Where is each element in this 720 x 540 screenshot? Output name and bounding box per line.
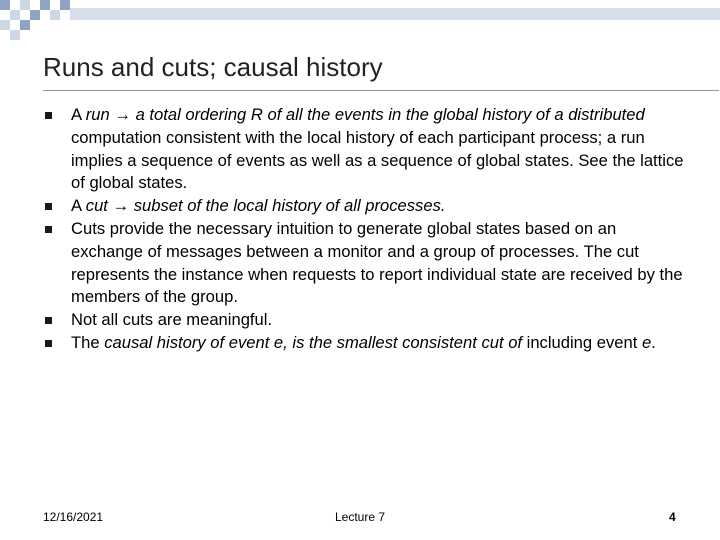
bullet-text-segment: Not all cuts are meaningful. [71, 310, 273, 330]
decor-bar [70, 8, 720, 20]
bullet-text-segment: computation consistent with the local history of each participant process; a run implies a sequence of events as well as a sequence of global states. See the lattice of global states. [71, 127, 684, 193]
footer-lecture: Lecture 7 [335, 510, 386, 524]
slide-title: Runs and cuts; causal history [43, 52, 383, 82]
bullet-item [45, 332, 685, 355]
bullet-text-segment: cut [85, 196, 113, 216]
decor-square [60, 0, 70, 10]
bullet-text-segment: The [71, 332, 105, 352]
title-divider [43, 90, 719, 91]
bullet-text-segment: subset of the local history of all processes. [133, 196, 446, 216]
bullet-text-segment: A [71, 196, 86, 216]
bullet-text-segment: including event [526, 332, 642, 352]
bullet-square-icon [45, 226, 52, 233]
bullet-square-icon [45, 203, 52, 210]
decor-square [20, 20, 30, 30]
bullet-text-segment: A [71, 105, 86, 124]
decor-square [0, 20, 10, 30]
decor-square [20, 0, 30, 10]
decor-square [50, 10, 60, 20]
decor-square [10, 30, 20, 40]
decor-square [30, 10, 40, 20]
bullet-square-icon [45, 112, 52, 119]
bullet-square-icon [45, 340, 52, 347]
bullet-item [45, 104, 685, 195]
bullet-text-segment: → [114, 105, 136, 124]
footer-date: 12/16/2021 [43, 510, 104, 524]
bullet-item [45, 218, 685, 309]
bullet-list [45, 104, 685, 355]
bullet-text-segment: a total ordering R of all the events in the global history of a distributed [135, 105, 645, 124]
bullet-text-segment: Cuts provide the necessary intuition to generate global states based on an exchange of messages between a monitor and a group of processes. The cut represents the instance when requests to report individual state are received by the members of the group. [71, 218, 683, 307]
bullet-text-segment: → [112, 196, 134, 216]
bullet-text-segment: . [651, 332, 656, 352]
decor-square [10, 10, 20, 20]
bullet-text-segment: e [641, 332, 652, 352]
bullet-item [45, 309, 685, 332]
bullet-text-segment: run [85, 105, 115, 124]
bullet-square-icon [45, 317, 52, 324]
page-number: 4 [669, 510, 676, 524]
decor-square [40, 0, 50, 10]
decor-square [0, 0, 10, 10]
bullet-text-segment: causal history of event e, is the smallest consistent cut of [104, 332, 527, 352]
bullet-item [45, 195, 685, 218]
